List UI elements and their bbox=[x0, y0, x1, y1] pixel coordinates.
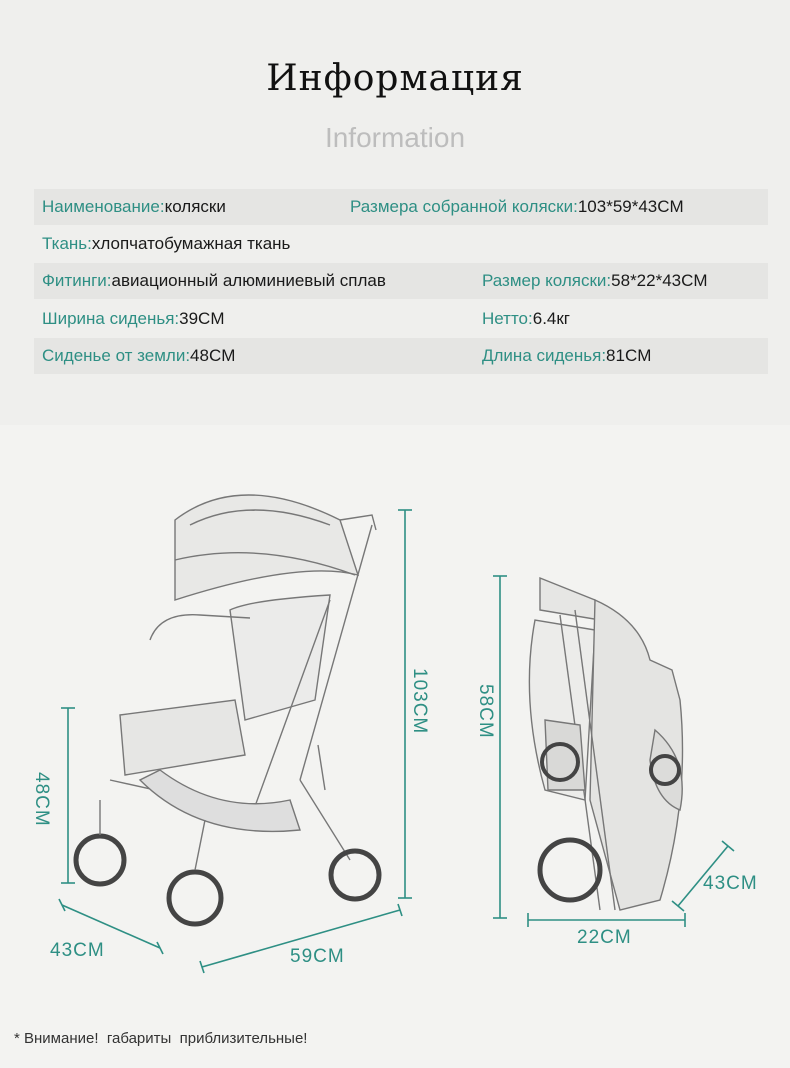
spec-seat-length: Длина сиденья:81CM bbox=[482, 346, 652, 365]
height-103-label: 103CM bbox=[409, 668, 430, 735]
width-59-label: 59CM bbox=[290, 946, 345, 967]
footer-note: * Внимание! габариты приблизительные! bbox=[14, 1030, 308, 1047]
folded-depth-43-label: 43CM bbox=[703, 873, 758, 894]
spec-row-3 bbox=[34, 263, 768, 299]
seat-height-48-label: 48CM bbox=[31, 772, 52, 827]
stroller-diagram bbox=[0, 440, 790, 1000]
spec-row-4 bbox=[34, 301, 768, 337]
spec-seat-width: Ширина сиденья:39CM bbox=[42, 309, 225, 328]
spec-net-weight: Нетто:6.4кг bbox=[482, 309, 571, 328]
folded-height-58-label: 58CM bbox=[475, 684, 496, 739]
spec-assembled-size: Размера собранной коляски:103*59*43CM bbox=[350, 197, 684, 216]
page-subtitle: Information bbox=[324, 122, 466, 153]
spec-row-2 bbox=[34, 226, 768, 262]
depth-43-left-label: 43CM bbox=[50, 940, 105, 961]
spec-stroller-size: Размер коляски:58*22*43CM bbox=[482, 271, 708, 290]
spec-fabric: Ткань:хлопчатобумажная ткань bbox=[42, 234, 291, 253]
spec-seat-height: Сиденье от земли:48CM bbox=[42, 346, 236, 365]
spec-row-5 bbox=[34, 338, 768, 374]
spec-fittings: Фитинги:авиационный алюминиевый сплав bbox=[42, 271, 386, 290]
spec-row-1 bbox=[34, 189, 768, 225]
folded-width-22-label: 22CM bbox=[577, 927, 632, 948]
spec-name: Наименование:коляски bbox=[42, 197, 226, 216]
stroller-unfolded bbox=[76, 495, 379, 924]
page-title: Информация bbox=[266, 58, 524, 99]
stroller-folded bbox=[529, 578, 682, 910]
